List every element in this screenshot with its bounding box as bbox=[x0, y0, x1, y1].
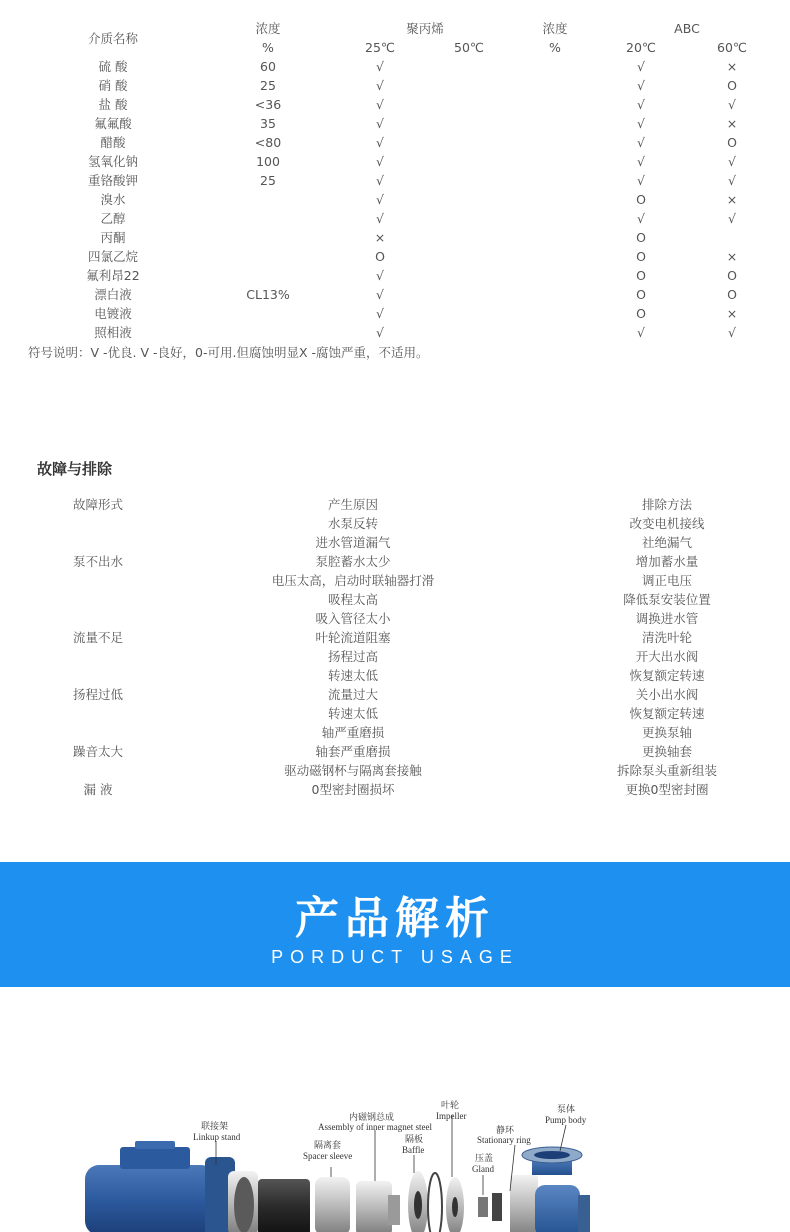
chem-cell: √ bbox=[376, 287, 384, 302]
chem-cell: 醋酸 bbox=[100, 135, 126, 150]
label-impeller-en: Impeller bbox=[436, 1111, 467, 1121]
chem-cell: O bbox=[636, 230, 646, 245]
o-ring-icon bbox=[428, 1173, 442, 1232]
chem-cell: 100 bbox=[256, 154, 280, 169]
chem-cell: √ bbox=[376, 173, 384, 188]
chem-cell: O bbox=[727, 268, 737, 283]
chem-cell: 氟氟酸 bbox=[94, 116, 132, 131]
chem-cell: 丙酮 bbox=[100, 230, 126, 245]
fault-cell: 社绝漏气 bbox=[641, 535, 693, 550]
banner-title: 产品解析 bbox=[295, 893, 495, 944]
chem-cell: √ bbox=[376, 78, 384, 93]
fault-cell: 扬程过高 bbox=[327, 649, 379, 664]
label-linkup-cn: 联接架 bbox=[201, 1121, 229, 1131]
chem-cell: 乙醇 bbox=[100, 211, 126, 226]
chem-cell: × bbox=[726, 249, 738, 264]
chem-cell: √ bbox=[728, 173, 736, 188]
chem-cell: 25 bbox=[260, 173, 276, 188]
chem-cell: <80 bbox=[254, 135, 282, 150]
chem-cell: √ bbox=[376, 135, 384, 150]
impeller-icon bbox=[446, 1177, 464, 1232]
chem-cell: O bbox=[636, 192, 646, 207]
label-spacer-en: Spacer sleeve bbox=[303, 1151, 353, 1161]
chem-cell: × bbox=[726, 59, 738, 74]
chem-cell: √ bbox=[376, 116, 384, 131]
label-body-en: Pump body bbox=[545, 1115, 587, 1125]
fault-cell: 转速太低 bbox=[327, 668, 379, 683]
header-concentration-2-unit: % bbox=[549, 40, 561, 55]
fault-cell: 更换泵轴 bbox=[641, 725, 693, 740]
motor-icon bbox=[85, 1141, 235, 1232]
chem-cell: <36 bbox=[254, 97, 282, 112]
chem-cell: √ bbox=[376, 211, 384, 226]
fault-cell: 吸程太高 bbox=[327, 592, 379, 607]
chem-cell: 重铬酸钾 bbox=[87, 173, 139, 188]
fault-header-cause: 产生原因 bbox=[327, 497, 379, 512]
label-linkup-en: Linkup stand bbox=[193, 1132, 241, 1142]
chem-cell: √ bbox=[728, 325, 736, 340]
fault-cell: 恢复额定转速 bbox=[629, 668, 705, 683]
fault-header-type: 故障形式 bbox=[72, 497, 124, 512]
chem-cell: 漂白液 bbox=[94, 287, 132, 302]
chem-cell: O bbox=[727, 135, 737, 150]
fault-cell: 驱动磁钢杯与隔离套接触 bbox=[284, 763, 422, 778]
chem-cell: O bbox=[727, 287, 737, 302]
fault-cell: 躁音太大 bbox=[72, 744, 124, 759]
chem-cell: √ bbox=[376, 97, 384, 112]
chem-cell: 照相液 bbox=[94, 325, 132, 340]
legend-note: 符号说明：V -优良. V -良好，0-可用.但腐蚀明显X -腐蚀严重，不适用。 bbox=[28, 345, 429, 360]
chem-cell: × bbox=[726, 306, 738, 321]
fault-cell: 调正电压 bbox=[641, 573, 693, 588]
fault-cell: 清洗叶轮 bbox=[641, 630, 693, 645]
chem-cell: O bbox=[636, 268, 646, 283]
chem-cell: √ bbox=[637, 211, 645, 226]
fault-cell: 泵不出水 bbox=[72, 554, 124, 569]
chem-cell: 电镀液 bbox=[94, 306, 132, 321]
chem-cell: 硫 酸 bbox=[98, 59, 128, 74]
chem-cell: × bbox=[726, 192, 738, 207]
header-abc: ABC bbox=[674, 21, 700, 36]
header-polypropylene: 聚丙烯 bbox=[406, 21, 444, 36]
chem-cell: 溴水 bbox=[100, 192, 126, 207]
chem-cell: √ bbox=[376, 306, 384, 321]
chem-cell: √ bbox=[728, 154, 736, 169]
fault-cell: 更换轴套 bbox=[641, 744, 693, 759]
chem-cell: √ bbox=[637, 325, 645, 340]
fault-cell: 叶轮流道阻塞 bbox=[315, 630, 391, 645]
chem-cell: 四氯乙烷 bbox=[87, 249, 139, 264]
label-ring-en: Stationary ring bbox=[477, 1135, 531, 1145]
header-concentration: 浓度 bbox=[255, 21, 281, 36]
fault-cell: 进水管道漏气 bbox=[315, 535, 391, 550]
chem-cell: O bbox=[727, 78, 737, 93]
fault-cell: 轴套严重磨损 bbox=[315, 744, 391, 759]
label-magnet-en: Assembly of inner magnet steel bbox=[318, 1122, 432, 1132]
outer-magnet-icon bbox=[258, 1179, 310, 1232]
fault-cell: 流量过大 bbox=[327, 687, 379, 702]
header-abc-20: 20℃ bbox=[626, 40, 656, 55]
header-abc-60: 60℃ bbox=[717, 40, 747, 55]
chem-cell: √ bbox=[376, 325, 384, 340]
baffle-icon bbox=[408, 1171, 428, 1232]
label-body-cn: 泵体 bbox=[557, 1104, 576, 1114]
chem-cell: √ bbox=[637, 154, 645, 169]
chem-cell: O bbox=[636, 287, 646, 302]
fault-cell: 增加蓄水量 bbox=[635, 554, 699, 569]
chem-cell: √ bbox=[637, 59, 645, 74]
chem-cell: √ bbox=[637, 97, 645, 112]
fault-cell: 泵腔蓄水太少 bbox=[315, 554, 391, 569]
chem-cell: × bbox=[726, 116, 738, 131]
pump-body-icon bbox=[510, 1147, 590, 1232]
fault-cell: 0型密封圈损坏 bbox=[311, 782, 395, 797]
pump-exploded-diagram bbox=[0, 1095, 790, 1232]
header-pp-25: 25℃ bbox=[365, 40, 395, 55]
fault-cell: 转速太低 bbox=[327, 706, 379, 721]
chem-cell: × bbox=[374, 230, 386, 245]
chem-cell: 35 bbox=[260, 116, 276, 131]
chem-cell: O bbox=[636, 306, 646, 321]
chem-cell: 氢氧化钠 bbox=[87, 154, 139, 169]
chem-cell: √ bbox=[728, 97, 736, 112]
linkup-stand-icon bbox=[228, 1171, 258, 1232]
chem-cell: 硝 酸 bbox=[98, 78, 128, 93]
chem-cell: O bbox=[375, 249, 385, 264]
fault-cell: 吸入管径太小 bbox=[315, 611, 391, 626]
fault-cell: 拆除泵头重新组装 bbox=[616, 763, 718, 778]
fault-cell: 扬程过低 bbox=[72, 687, 124, 702]
banner-subtitle: PORDUCT USAGE bbox=[271, 947, 519, 967]
label-spacer-cn: 隔离套 bbox=[314, 1140, 342, 1150]
chem-cell: 氟利昂22 bbox=[86, 268, 140, 283]
chem-cell: √ bbox=[376, 268, 384, 283]
chem-cell: √ bbox=[376, 192, 384, 207]
label-magnet-cn: 内磁钢总成 bbox=[349, 1112, 395, 1122]
chem-cell: √ bbox=[376, 59, 384, 74]
chem-cell: 25 bbox=[260, 78, 276, 93]
header-concentration-2: 浓度 bbox=[542, 21, 568, 36]
spacer-sleeve-icon bbox=[315, 1177, 350, 1232]
chem-cell: √ bbox=[728, 211, 736, 226]
product-banner bbox=[0, 862, 790, 987]
chem-cell: 盐 酸 bbox=[98, 97, 128, 112]
fault-header-remedy: 排除方法 bbox=[641, 497, 693, 512]
fault-cell: 更换0型密封圈 bbox=[625, 782, 709, 797]
fault-cell: 恢复额定转速 bbox=[629, 706, 705, 721]
chem-cell: √ bbox=[637, 78, 645, 93]
inner-magnet-icon bbox=[356, 1181, 400, 1232]
fault-cell: 开大出水阀 bbox=[635, 649, 699, 664]
chem-cell: O bbox=[636, 249, 646, 264]
fault-cell: 流量不足 bbox=[72, 630, 124, 645]
fault-cell: 降低泵安装位置 bbox=[623, 592, 711, 607]
chem-cell: √ bbox=[637, 135, 645, 150]
label-impeller-cn: 叶轮 bbox=[441, 1100, 460, 1110]
label-ring-cn: 静环 bbox=[496, 1125, 515, 1135]
label-gland-cn: 压盖 bbox=[475, 1153, 494, 1163]
chem-cell: CL13% bbox=[246, 287, 290, 302]
fault-section-title: 故障与排除 bbox=[37, 460, 113, 478]
chem-cell: √ bbox=[376, 154, 384, 169]
header-pp-50: 50℃ bbox=[454, 40, 484, 55]
fault-cell: 电压太高，启动时联轴器打滑 bbox=[271, 573, 435, 588]
fault-cell: 改变电机接线 bbox=[629, 516, 705, 531]
label-gland-en: Gland bbox=[472, 1164, 494, 1174]
fault-cell: 轴严重磨损 bbox=[321, 725, 385, 740]
header-concentration-unit: % bbox=[262, 40, 274, 55]
label-baffle-en: Baffle bbox=[402, 1145, 425, 1155]
label-baffle-cn: 隔板 bbox=[405, 1134, 424, 1144]
fault-cell: 调换进水管 bbox=[635, 611, 699, 626]
fault-cell: 关小出水阀 bbox=[635, 687, 699, 702]
chem-cell: 60 bbox=[260, 59, 276, 74]
fault-cell: 水泵反转 bbox=[327, 516, 379, 531]
chem-cell: √ bbox=[637, 116, 645, 131]
stationary-ring-icon bbox=[478, 1193, 502, 1221]
chem-cell: √ bbox=[637, 173, 645, 188]
fault-cell: 漏 液 bbox=[83, 782, 113, 797]
header-medium-name: 介质名称 bbox=[87, 31, 139, 46]
